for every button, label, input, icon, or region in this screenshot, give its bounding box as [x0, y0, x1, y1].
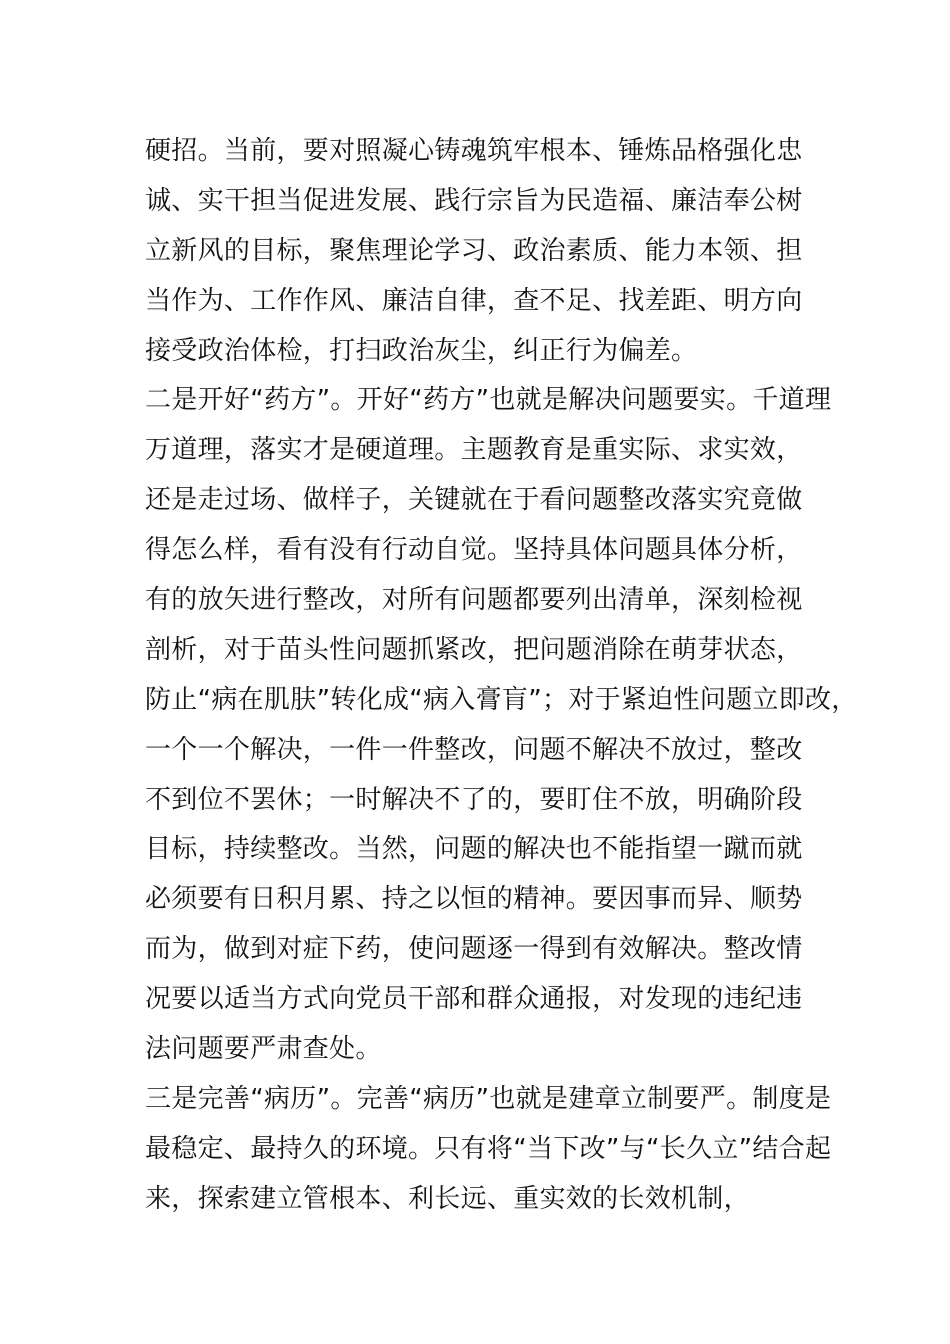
- text-line: 当作为、工作作风、廉洁自律，查不足、找差距、明方向: [145, 285, 803, 316]
- text-line: 立新风的目标，聚焦理论学习、政治素质、能力本领、担: [145, 235, 803, 266]
- text-line: 得怎么样，看有没有行动自觉。坚持具体问题具体分析，: [145, 535, 803, 566]
- text-line: 目标，持续整改。当然，问题的解决也不能指望一蹴而就: [145, 834, 803, 865]
- text-line: 三是完善“病历”。完善“病历”也就是建章立制要严。制度是: [145, 1083, 832, 1114]
- text-line: 况要以适当方式向党员干部和群众通报，对发现的违纪违: [145, 984, 803, 1015]
- text-line: 而为，做到对症下药，使问题逐一得到有效解决。整改情: [145, 934, 803, 965]
- body-text: [145, 127, 858, 1225]
- text-line: 万道理，落实才是硬道理。主题教育是重实际、求实效，: [145, 435, 803, 466]
- text-line: 诚、实干担当促进发展、践行宗旨为民造福、廉洁奉公树: [145, 185, 803, 216]
- text-line: 防止“病在肌肤”转化成“病入膏肓”；对于紧迫性问题立即改，: [145, 684, 858, 715]
- text-line: 有的放矢进行整改，对所有问题都要列出清单，深刻检视: [145, 585, 803, 616]
- text-line: 必须要有日积月累、持之以恒的精神。要因事而异、顺势: [145, 884, 803, 915]
- text-line: 一个一个解决，一件一件整改，问题不解决不放过，整改: [145, 734, 803, 765]
- text-line: 硬招。当前，要对照凝心铸魂筑牢根本、锤炼品格强化忠: [145, 136, 803, 166]
- text-line: 法问题要严肃查处。: [145, 1034, 382, 1065]
- text-line: 不到位不罢休；一时解决不了的，要盯住不放，明确阶段: [145, 784, 803, 815]
- text-line: 二是开好“药方”。开好“药方”也就是解决问题要实。千道理: [145, 385, 832, 416]
- text-line: 来，探索建立管根本、利长远、重实效的长效机制，: [145, 1183, 750, 1214]
- text-line: 接受政治体检，打扫政治灰尘，纠正行为偏差。: [145, 335, 698, 366]
- text-line: 还是走过场、做样子，关键就在于看问题整改落实究竟做: [145, 485, 803, 516]
- text-line: 最稳定、最持久的环境。只有将“当下改”与“长久立”结合起: [145, 1133, 832, 1164]
- text-line: 剖析，对于苗头性问题抓紧改，把问题消除在萌芽状态，: [145, 634, 803, 665]
